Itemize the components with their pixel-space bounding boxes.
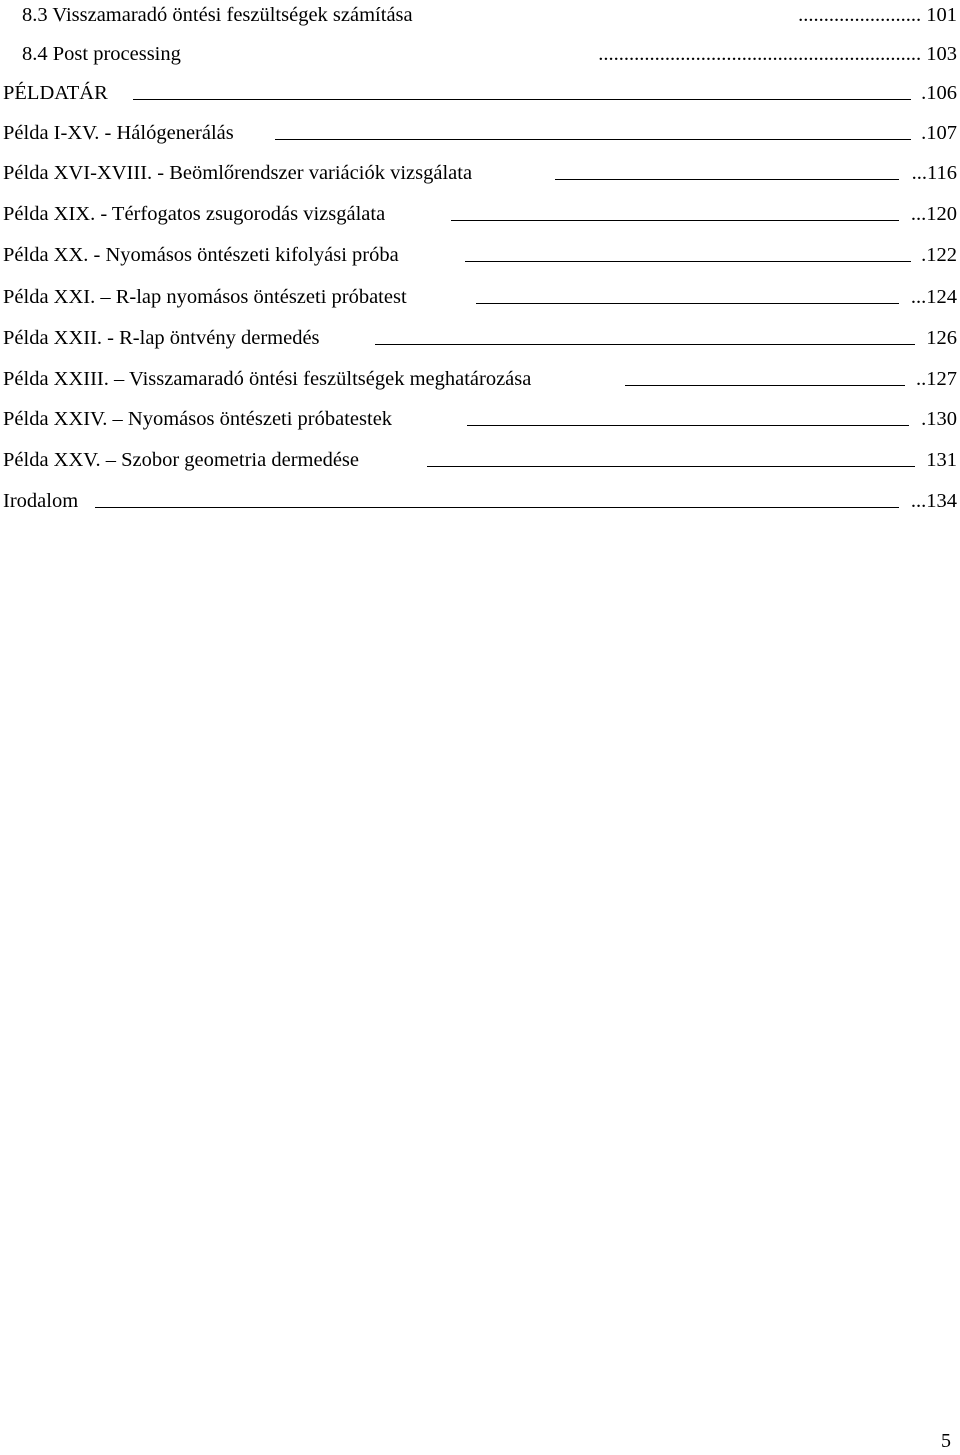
toc-entry-title: Példa XXIII. – Visszamaradó öntési feszültségek meghatározása xyxy=(3,368,532,390)
toc-entry-title: 8.4 Post processing xyxy=(22,43,181,65)
toc-entry-title: PÉLDATÁR xyxy=(3,82,108,104)
toc-entry-title: Példa XX. - Nyomásos öntészeti kifolyási próba xyxy=(3,244,399,266)
toc-entry[interactable] xyxy=(3,282,957,312)
toc-entry-title: Példa XXII. - R-lap öntvény dermedés xyxy=(3,327,320,349)
toc-leader-line xyxy=(133,99,911,100)
toc-entry-page: 131 xyxy=(926,449,957,471)
toc-entry-page: 130 xyxy=(926,408,957,430)
toc-entry[interactable] xyxy=(3,364,957,394)
toc-entry-page: 103 xyxy=(926,43,957,65)
toc-entry[interactable] xyxy=(3,240,957,270)
toc-entry-dots: . xyxy=(921,408,927,430)
toc-entry[interactable] xyxy=(3,445,957,475)
toc-leader-line xyxy=(467,425,909,426)
page-number: 5 xyxy=(941,1430,951,1452)
toc-entry-dots: . xyxy=(921,82,927,104)
toc-entry-dots: . xyxy=(921,122,927,144)
toc-entry-page: 127 xyxy=(926,368,957,390)
toc-entry[interactable] xyxy=(3,404,957,434)
toc-entry-page: 107 xyxy=(926,122,957,144)
toc-entry-page: 124 xyxy=(926,286,957,308)
toc-entry-dots: ... xyxy=(910,203,927,225)
toc-entry-dots: .. xyxy=(916,368,927,390)
toc-entry-page: 116 xyxy=(927,162,957,184)
toc-entry[interactable] xyxy=(22,39,957,69)
toc-entry-title: Irodalom xyxy=(3,490,79,512)
toc-leader-line xyxy=(95,507,899,508)
toc-entry-title: 8.3 Visszamaradó öntési feszültségek számítása xyxy=(22,4,413,26)
toc-entry-page: 106 xyxy=(926,82,957,104)
toc-entry-title: Példa I-XV. - Hálógenerálás xyxy=(3,122,234,144)
toc-entry[interactable] xyxy=(3,199,957,229)
toc-entry[interactable] xyxy=(3,323,957,353)
toc-entry-title: Példa XIX. - Térfogatos zsugorodás vizsgálata xyxy=(3,203,386,225)
toc-entry[interactable] xyxy=(3,118,957,148)
toc-entry-title: Példa XXIV. – Nyomásos öntészeti próbatestek xyxy=(3,408,393,430)
toc-entry[interactable] xyxy=(3,78,957,108)
toc-entry-page: 122 xyxy=(926,244,957,266)
toc-entry-dots: . xyxy=(921,244,927,266)
toc-leader-line xyxy=(625,385,905,386)
toc-entry-dots: ... xyxy=(910,286,927,308)
toc-entry-title: Példa XXI. – R-lap nyomásos öntészeti próbatest xyxy=(3,286,407,308)
toc-entry-title: Példa XVI-XVIII. - Beömlőrendszer variációk vizsgálata xyxy=(3,162,473,184)
toc-entry-page: 126 xyxy=(926,327,957,349)
toc-entry-page: 101 xyxy=(926,4,957,26)
toc-leader-line xyxy=(375,344,915,345)
toc-leader-line xyxy=(275,139,911,140)
toc-entry-dots: ........................ xyxy=(798,4,922,26)
toc-entry[interactable] xyxy=(22,0,957,30)
toc-leader-line xyxy=(465,261,911,262)
toc-entry-dots: ... xyxy=(910,490,927,512)
toc-leader-line xyxy=(427,466,915,467)
toc-entry-page: 134 xyxy=(926,490,957,512)
toc-entry[interactable] xyxy=(3,486,957,516)
toc-entry[interactable] xyxy=(3,158,957,188)
toc-entry-title: Példa XXV. – Szobor geometria dermedése xyxy=(3,449,359,471)
toc-leader-line xyxy=(555,179,899,180)
toc-entry-dots: ... xyxy=(911,162,927,184)
toc-leader-line xyxy=(451,220,899,221)
toc-leader-line xyxy=(476,303,899,304)
toc-entry-dots: ............................................................... xyxy=(598,43,922,65)
toc-entry-page: 120 xyxy=(926,203,957,225)
